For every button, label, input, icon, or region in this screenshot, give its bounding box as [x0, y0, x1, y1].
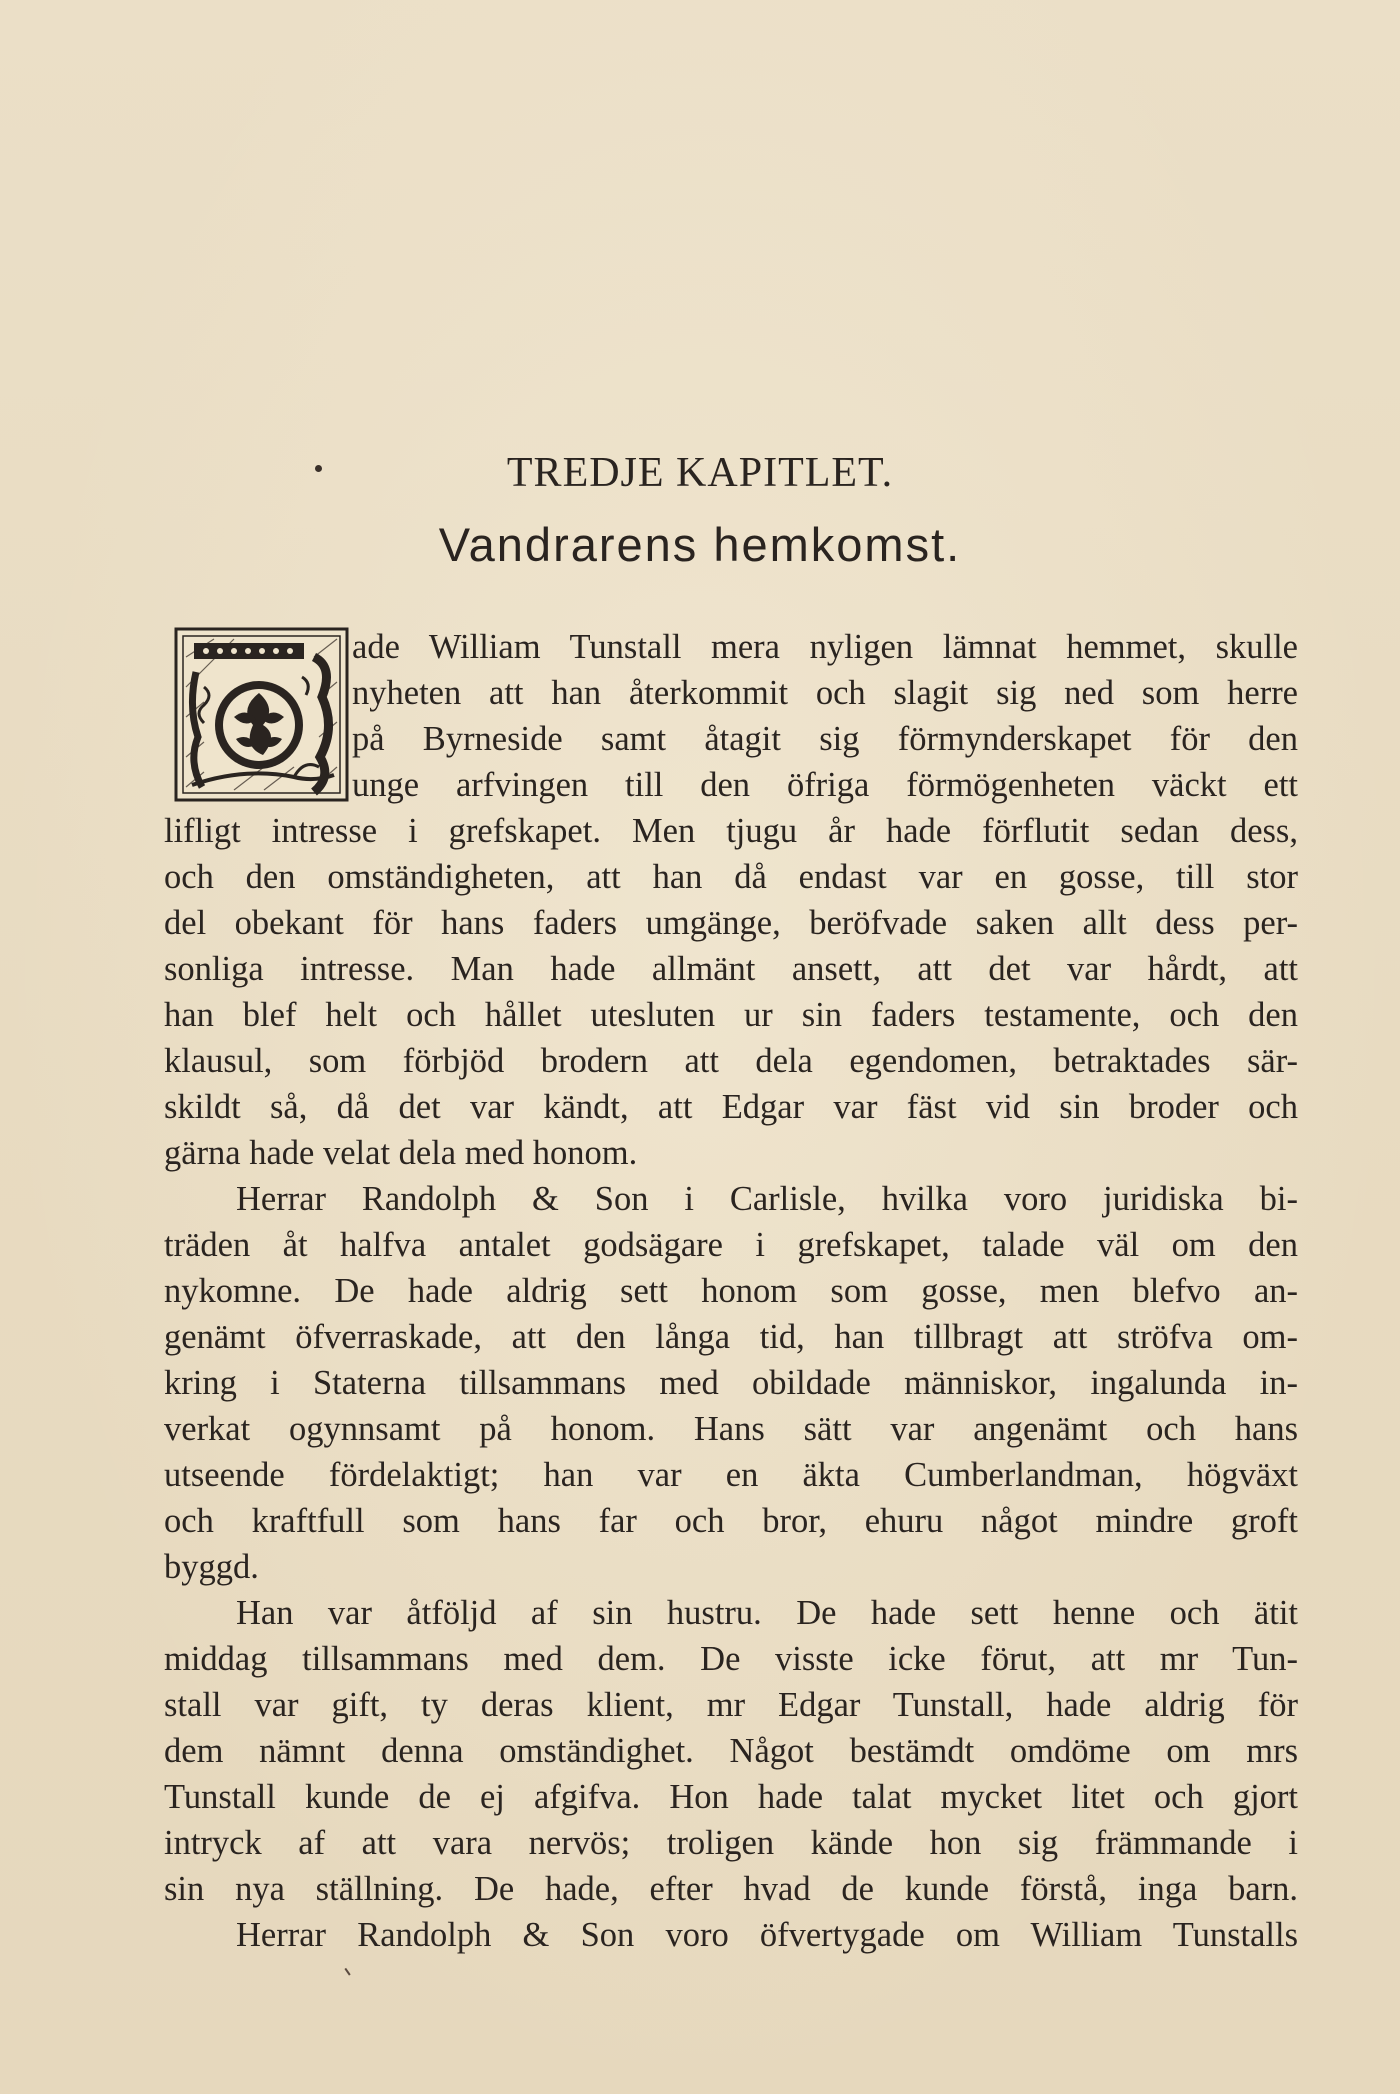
text-line: han blef helt och hållet utesluten ur sin faders testamente, och den [164, 996, 1298, 1034]
paragraph-3 [164, 1590, 1298, 1912]
text-line: skildt så, då det var kändt, att Edgar var fäst vid sin broder och [164, 1088, 1298, 1126]
text-line: intryck af att vara nervös; troligen kände hon sig främmande i [164, 1824, 1298, 1862]
text-line: Tunstall kunde de ej afgifva. Hon hade talat mycket litet och gjort [164, 1778, 1298, 1816]
chapter-title: Vandrarens hemkomst. [438, 518, 962, 571]
chapter-heading: TREDJE KAPITLET. [506, 450, 894, 496]
text-line: unge arfvingen till den öfriga förmögenheten väckt ett [352, 766, 1298, 804]
text-line: genämt öfverraskade, att den långa tid, han tillbragt att ströfva om- [164, 1318, 1298, 1356]
text-line: lifligt intresse i grefskapet. Men tjugu år hade förflutit sedan dess, [164, 812, 1298, 850]
text-line: träden åt halfva antalet godsägare i grefskapet, talade väl om den [164, 1226, 1298, 1264]
text-line: och den omständigheten, att han då endast var en gosse, till stor [164, 858, 1298, 896]
text-line: utseende fördelaktigt; han var en äkta Cumberlandman, högväxt [164, 1456, 1298, 1494]
text-line: verkat ogynnsamt på honom. Hans sätt var angenämt och hans [164, 1410, 1298, 1448]
paragraph-1-indented [352, 624, 1298, 808]
text-line: stall var gift, ty deras klient, mr Edgar Tunstall, hade aldrig för [164, 1686, 1298, 1724]
text-line: dem nämnt denna omständighet. Något bestämdt omdöme om mrs [164, 1732, 1298, 1770]
text-line: Herrar Randolph & Son i Carlisle, hvilka voro juridiska bi- [236, 1180, 1298, 1218]
text-line: gärna hade velat dela med honom. [164, 1134, 638, 1172]
text-line: byggd. [164, 1548, 259, 1586]
text-line: klausul, som förbjöd brodern att dela egendomen, betraktades sär- [164, 1042, 1298, 1080]
text-line: Herrar Randolph & Son voro öfvertygade om William Tunstalls [236, 1916, 1298, 1954]
drop-cap-initial [174, 627, 349, 802]
text-line: nykomne. De hade aldrig sett honom som gosse, men blefvo an- [164, 1272, 1298, 1310]
text-line: Han var åtföljd af sin hustru. De hade sett henne och ätit [236, 1594, 1298, 1632]
text-line: kring i Staterna tillsammans med obildade människor, ingalunda in- [164, 1364, 1298, 1402]
text-line: på Byrneside samt åtagit sig förmynderskapet för den [352, 720, 1298, 758]
text-line: nyheten att han återkommit och slagit sig ned som herre [352, 674, 1298, 712]
text-line: del obekant för hans faders umgänge, beröfvade saken allt dess per- [164, 904, 1298, 942]
paragraph-1 [164, 808, 1298, 1176]
text-line: sin nya ställning. De hade, efter hvad de kunde förstå, inga barn. [164, 1870, 1298, 1908]
text-line: ade William Tunstall mera nyligen lämnat hemmet, skulle [352, 628, 1298, 666]
paragraph-4 [164, 1912, 1298, 1958]
text-line: sonliga intresse. Man hade allmänt ansett, att det var hårdt, att [164, 950, 1298, 988]
ink-speck [344, 1964, 355, 1975]
text-line: och kraftfull som hans far och bror, ehuru något mindre groft [164, 1502, 1298, 1540]
text-line: middag tillsammans med dem. De visste icke förut, att mr Tun- [164, 1640, 1298, 1678]
paragraph-2 [164, 1176, 1298, 1590]
